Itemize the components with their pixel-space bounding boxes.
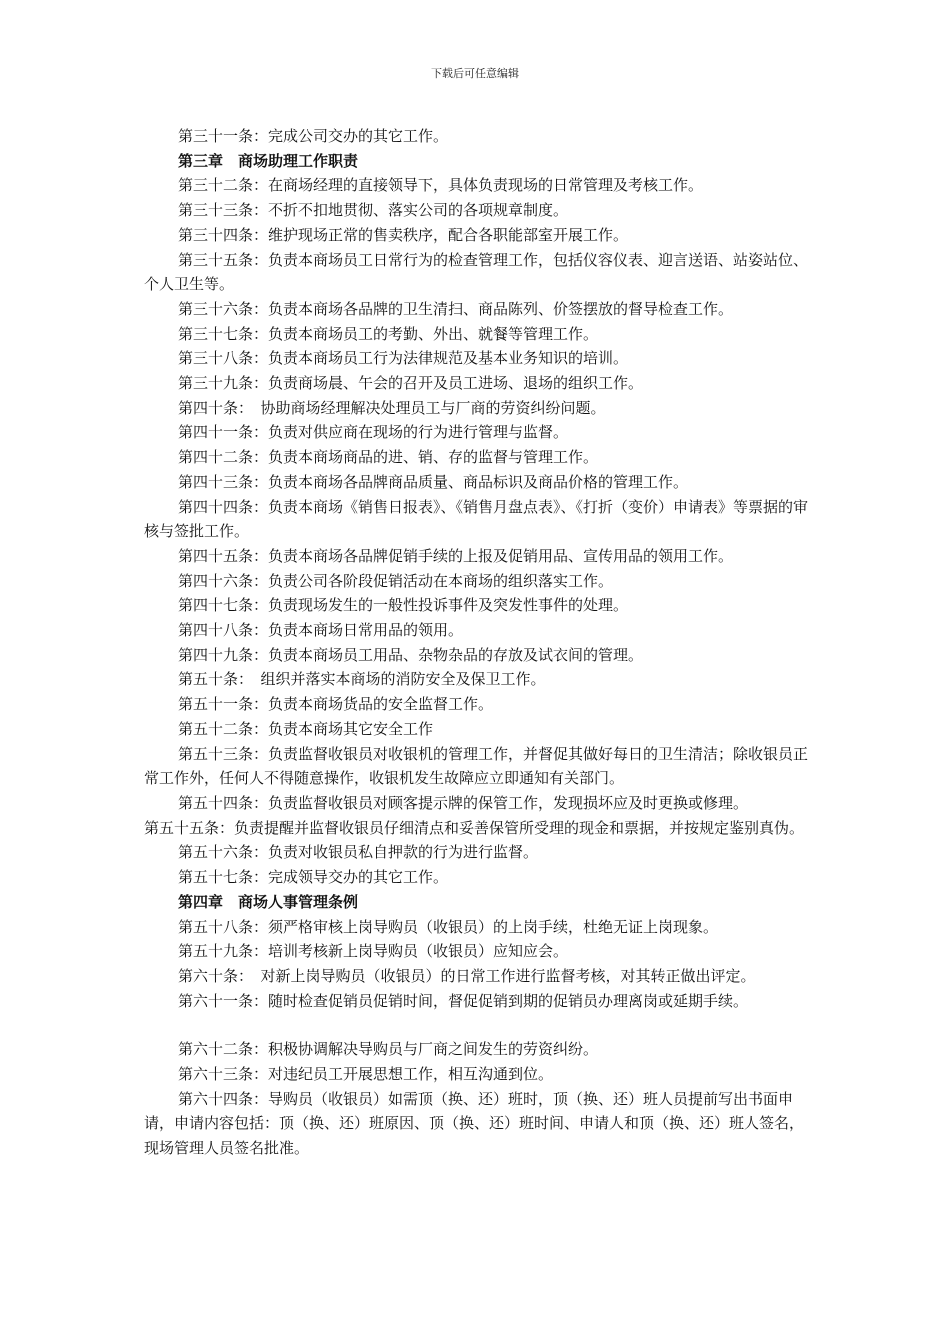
paragraph: 第五十七条：完成领导交办的其它工作。 — [178, 868, 449, 887]
page-header: 下载后可任意编辑 — [431, 67, 519, 80]
paragraph: 第四十条： 协助商场经理解决处理员工与厂商的劳资纠纷问题。 — [178, 398, 606, 417]
paragraph: 第四十六条：负责公司各阶段促销活动在本商场的组织落实工作。 — [178, 571, 614, 590]
paragraph: 第六十二条：积极协调解决导购员与厂商之间发生的劳资纠纷。 — [178, 1040, 599, 1059]
paragraph: 第五十条： 组织并落实本商场的消防安全及保卫工作。 — [178, 670, 546, 689]
chapter-heading: 第三章 商场助理工作职责 — [178, 151, 359, 170]
paragraph: 第五十九条：培训考核新上岗导购员（收银员）应知应会。 — [178, 942, 569, 961]
paragraph: 第三十六条：负责本商场各品牌的卫生清扫、商品陈列、价签摆放的督导检查工作。 — [178, 299, 734, 318]
paragraph: 第四十四条：负责本商场《销售日报表》、《销售月盘点表》、《打折（变价）申请表》等票据的审核与签批工作。 — [144, 497, 809, 541]
paragraph: 第三十七条：负责本商场员工的考勤、外出、就餐等管理工作。 — [178, 324, 599, 343]
paragraph: 第四十七条：负责现场发生的一般性投诉事件及突发性事件的处理。 — [178, 596, 629, 615]
paragraph: 第五十六条：负责对收银员私自押款的行为进行监督。 — [178, 843, 539, 862]
paragraph: 第五十三条：负责监督收银员对收银机的管理工作，并督促其做好每日的卫生清洁；除收银员正常工作外，任何人不得随意操作，收银机发生故障应立即通知有关部门。 — [144, 744, 809, 788]
paragraph: 第六十条： 对新上岗导购员（收银员）的日常工作进行监督考核，对其转正做出评定。 — [178, 966, 756, 985]
paragraph: 第六十一条：随时检查促销员促销时间，督促促销到期的促销员办理离岗或延期手续。 — [178, 991, 749, 1010]
paragraph: 第三十一条：完成公司交办的其它工作。 — [178, 127, 449, 145]
paragraph: 第四十一条：负责对供应商在现场的行为进行管理与监督。 — [178, 423, 569, 442]
chapter-heading: 第四章 商场人事管理条例 — [178, 892, 359, 911]
paragraph: 第四十八条：负责本商场日常用品的领用。 — [178, 621, 464, 640]
paragraph: 第六十四条：导购员（收银员）如需顶（换、还）班时，顶（换、还）班人员提前写出书面申请，申请内容包括：顶（换、还）班原因、顶（换、还）班时间、申请人和顶（换、还）班人签名，现场管理人员签名批准。 — [144, 1089, 805, 1158]
paragraph: 第三十八条：负责本商场员工行为法律规范及基本业务知识的培训。 — [178, 349, 629, 368]
paragraph: 第四十二条：负责本商场商品的进、销、存的监督与管理工作。 — [178, 448, 599, 467]
paragraph: 第三十二条：在商场经理的直接领导下，具体负责现场的日常管理及考核工作。 — [178, 176, 704, 195]
paragraph: 第四十九条：负责本商场员工用品、杂物杂品的存放及试衣间的管理。 — [178, 645, 644, 664]
blank-line — [144, 1013, 812, 1037]
paragraph: 第四十五条：负责本商场各品牌促销手续的上报及促销用品、宣传用品的领用工作。 — [178, 546, 734, 565]
document-body — [144, 124, 812, 1161]
paragraph: 第五十二条：负责本商场其它安全工作 — [178, 719, 434, 738]
paragraph: 第五十四条：负责监督收银员对顾客提示牌的保管工作，发现损坏应及时更换或修理。 — [178, 793, 749, 812]
paragraph: 第五十八条：须严格审核上岗导购员（收银员）的上岗手续，杜绝无证上岗现象。 — [178, 917, 719, 936]
paragraph: 第三十九条：负责商场晨、午会的召开及员工进场、退场的组织工作。 — [178, 374, 644, 393]
paragraph: 第四十三条：负责本商场各品牌商品质量、商品标识及商品价格的管理工作。 — [178, 472, 689, 491]
paragraph: 第五十一条：负责本商场货品的安全监督工作。 — [178, 695, 494, 714]
paragraph: 第三十五条：负责本商场员工日常行为的检查管理工作，包括仪容仪表、迎言送语、站姿站位、个人卫生等。 — [144, 250, 809, 294]
paragraph: 第三十四条：维护现场正常的售卖秩序，配合各职能部室开展工作。 — [178, 225, 629, 244]
paragraph: 第三十三条：不折不扣地贯彻、落实公司的各项规章制度。 — [178, 201, 569, 220]
paragraph: 第六十三条：对违纪员工开展思想工作，相互沟通到位。 — [178, 1065, 554, 1084]
paragraph: 第五十五条：负责提醒并监督收银员仔细清点和妥善保管所受理的现金和票据，并按规定鉴别真伪。 — [144, 818, 805, 837]
